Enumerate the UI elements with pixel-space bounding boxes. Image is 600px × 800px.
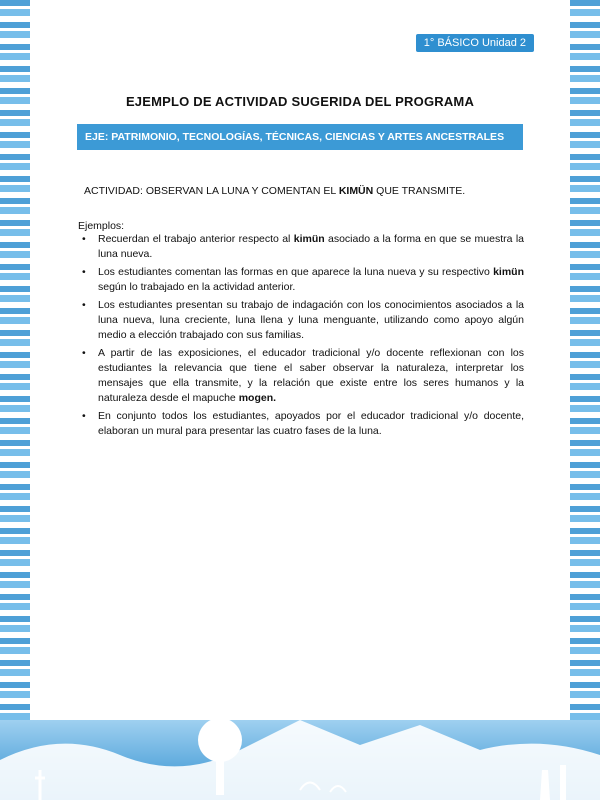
grade-unit-badge: 1° BÁSICO Unidad 2 <box>416 34 534 52</box>
list-item: • Recuerdan el trabajo anterior respecto al kimün asociado a la forma en que se muestra la luna nueva. <box>78 232 524 262</box>
page-title: EJEMPLO DE ACTIVIDAD SUGERIDA DEL PROGRAMA <box>125 94 475 109</box>
examples-list <box>78 232 524 442</box>
activity-text-bold: KIMÜN <box>338 185 374 197</box>
eje-banner: EJE: PATRIMONIO, TECNOLOGÍAS, TÉCNICAS, CIENCIAS Y ARTES ANCESTRALES <box>77 124 523 150</box>
list-item: • Los estudiantes comentan las formas en que aparece la luna nueva y su respectivo kimün según lo trabajado en la actividad anterior. <box>78 265 524 295</box>
list-item: • Los estudiantes presentan su trabajo de indagación con los conocimientos asociados a la luna nueva, luna creciente, luna llena y luna menguante, utilizando como apoyo algún medio a elección trabajado con sus familias. <box>78 298 524 343</box>
examples-label: Ejemplos: <box>78 220 125 232</box>
activity-text-pre: ACTIVIDAD: OBSERVAN LA LUNA Y COMENTAN EL <box>84 185 339 197</box>
decorative-border-left <box>0 0 30 800</box>
list-item: • En conjunto todos los estudiantes, apoyados por el educador tradicional y/o docente, elaboran un mural para presentar las cuatro fases de la luna. <box>78 409 524 439</box>
decorative-border-right <box>570 0 600 800</box>
list-item: • A partir de las exposiciones, el educador tradicional y/o docente reflexionan con los estudiantes la relevancia que tiene el saber observar la naturaleza, interpretar los mensajes que ella transmite, y la relación que existe entre los seres humanos y la naturaleza desde el mapuche mogen. <box>78 346 524 406</box>
activity-text-post: QUE TRANSMITE. <box>373 185 466 197</box>
activity-heading <box>84 185 524 197</box>
landscape-illustration <box>0 700 600 800</box>
